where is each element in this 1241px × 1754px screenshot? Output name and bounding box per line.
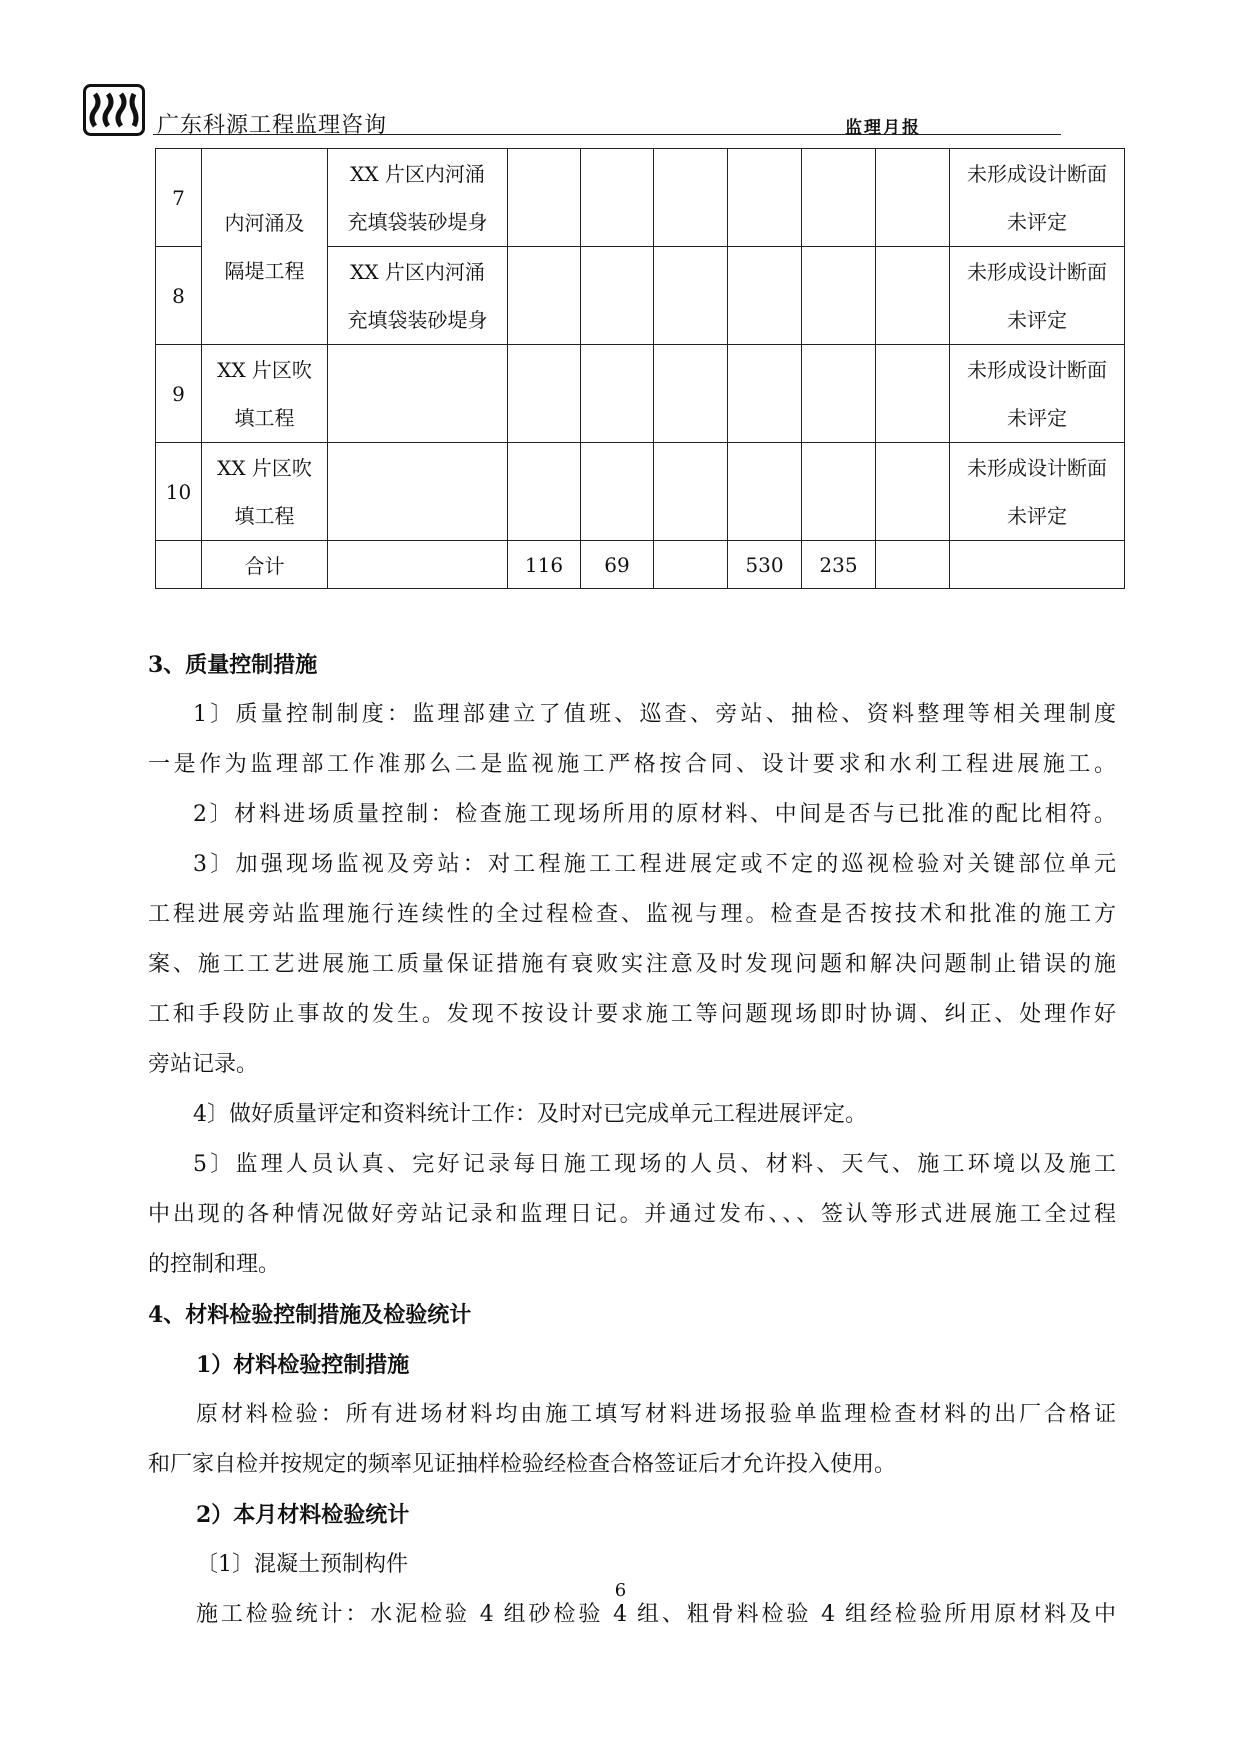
paragraph-line: 施工检验统计：水泥检验 4 组砂检验 4 组、粗骨料检验 4 组经检验所用原材料及中 (196, 1602, 1116, 1627)
category-line: 填工程 (234, 405, 295, 430)
value-cell (581, 443, 654, 541)
remark-line: 未评定 (1007, 405, 1067, 430)
item-line: XX 片区内河涌 (350, 259, 485, 284)
category-line: XX 片区吹 (217, 357, 312, 382)
paragraph-line: 5〕监理人员认真、完好记录每日施工现场的人员、材料、天气、施工环境以及施工 (193, 1152, 1116, 1177)
value-cell (876, 345, 950, 443)
section-heading: 4、材料检验控制措施及检验统计 (148, 1302, 472, 1328)
value-cell (876, 149, 950, 247)
header-rule (153, 134, 1061, 135)
table-row (156, 345, 1125, 443)
total-value (654, 541, 728, 589)
category-line: 内河涌及 (224, 210, 305, 235)
category-cell (202, 149, 328, 345)
page-number: 6 (614, 1580, 627, 1601)
item-line: XX 片区内河涌 (350, 161, 485, 186)
subsection-heading: 2）本月材料检验统计 (196, 1502, 410, 1528)
total-value: 530 (728, 541, 802, 589)
paragraph-line: 1〕质量控制制度：监理部建立了值班、巡查、旁站、抽检、资料整理等相关理制度 (193, 702, 1116, 727)
value-cell (728, 345, 802, 443)
value-cell (802, 345, 876, 443)
progress-table (155, 148, 1125, 589)
item-cell (328, 345, 508, 443)
item-line: 充填袋装砂堤身 (347, 307, 488, 332)
page-header (83, 78, 1131, 138)
item-cell (328, 541, 508, 589)
value-cell (581, 345, 654, 443)
paragraph-line: 中出现的各种情况做好旁站记录和监理日记。并通过发布、、、签认等形式进展施工全过程 (148, 1202, 1116, 1227)
value-cell (508, 247, 581, 345)
value-cell (802, 247, 876, 345)
subsection-heading: 1）材料检验控制措施 (196, 1352, 410, 1378)
section-heading: 3、质量控制措施 (148, 652, 318, 678)
value-cell (802, 443, 876, 541)
paragraph-line: 的控制和理。 (148, 1252, 281, 1277)
value-cell (728, 149, 802, 247)
total-row (156, 541, 1125, 589)
report-name: 监理月报 (845, 118, 921, 138)
total-value: 235 (802, 541, 876, 589)
paragraph-line: 工和手段防止事故的发生。发现不按设计要求施工等问题现场即时协调、纠正、处理作好 (148, 1002, 1116, 1027)
remark-cell (950, 149, 1125, 247)
value-cell (508, 443, 581, 541)
table-row (156, 443, 1125, 541)
remark-cell (950, 443, 1125, 541)
item-line: 充填袋装砂堤身 (347, 209, 488, 234)
total-value (876, 541, 950, 589)
sub-item-heading: 〔1〕混凝土预制构件 (196, 1552, 408, 1577)
row-number: 7 (156, 149, 202, 247)
paragraph-line: 一是作为监理部工作准那么二是监视施工严格按合同、设计要求和水利工程进展施工。 (148, 752, 1116, 777)
paragraph-line: 4〕做好质量评定和资料统计工作：及时对已完成单元工程进展评定。 (193, 1102, 867, 1127)
row-number: 10 (156, 443, 202, 541)
remark-cell (950, 345, 1125, 443)
paragraph-line: 旁站记录。 (148, 1052, 259, 1077)
item-cell (328, 247, 508, 345)
value-cell (654, 345, 728, 443)
paragraph-line: 3〕加强现场监视及旁站：对工程施工工程进展定或不定的巡视检验对关键部位单元 (193, 852, 1116, 877)
remark-cell (950, 247, 1125, 345)
value-cell (802, 149, 876, 247)
remark-cell (950, 541, 1125, 589)
category-line: XX 片区吹 (217, 455, 312, 480)
category-cell (202, 345, 328, 443)
body-text (148, 640, 1116, 1640)
value-cell (728, 247, 802, 345)
value-cell (654, 149, 728, 247)
row-number: 8 (156, 247, 202, 345)
table-row (156, 149, 1125, 247)
value-cell (581, 247, 654, 345)
value-cell (508, 149, 581, 247)
remark-line: 未评定 (1007, 503, 1067, 528)
item-cell (328, 149, 508, 247)
category-line: 隔堤工程 (224, 258, 305, 283)
total-label: 合计 (202, 541, 328, 589)
company-name: 广东科源工程监理咨询 (157, 113, 388, 138)
remark-line: 未形成设计断面 (967, 259, 1107, 284)
company-logo-icon (83, 84, 145, 136)
paragraph-line: 原材料检验：所有进场材料均由施工填写材料进场报验单监理检查材料的出厂合格证 (196, 1402, 1116, 1427)
value-cell (728, 443, 802, 541)
value-cell (654, 247, 728, 345)
row-number (156, 541, 202, 589)
total-value: 116 (508, 541, 581, 589)
row-number: 9 (156, 345, 202, 443)
category-cell (202, 443, 328, 541)
paragraph-line: 和厂家自检并按规定的频率见证抽样检验经检查合格签证后才允许投入使用。 (148, 1452, 897, 1477)
value-cell (581, 149, 654, 247)
remark-line: 未形成设计断面 (967, 455, 1107, 480)
total-value: 69 (581, 541, 654, 589)
category-line: 填工程 (234, 503, 295, 528)
paragraph-line: 工程进展旁站监理施行连续性的全过程检查、监视与理。检查是否按技术和批准的施工方 (148, 902, 1116, 927)
paragraph-line: 2〕材料进场质量控制：检查施工现场所用的原材料、中间是否与已批准的配比相符。 (193, 802, 1116, 827)
value-cell (876, 247, 950, 345)
item-cell (328, 443, 508, 541)
remark-line: 未评定 (1007, 307, 1067, 332)
paragraph-line: 案、施工工艺进展施工质量保证措施有衰败实注意及时发现问题和解决问题制止错误的施 (148, 952, 1116, 977)
remark-line: 未评定 (1007, 209, 1067, 234)
value-cell (508, 345, 581, 443)
value-cell (654, 443, 728, 541)
remark-line: 未形成设计断面 (967, 357, 1107, 382)
remark-line: 未形成设计断面 (967, 161, 1107, 186)
value-cell (876, 443, 950, 541)
